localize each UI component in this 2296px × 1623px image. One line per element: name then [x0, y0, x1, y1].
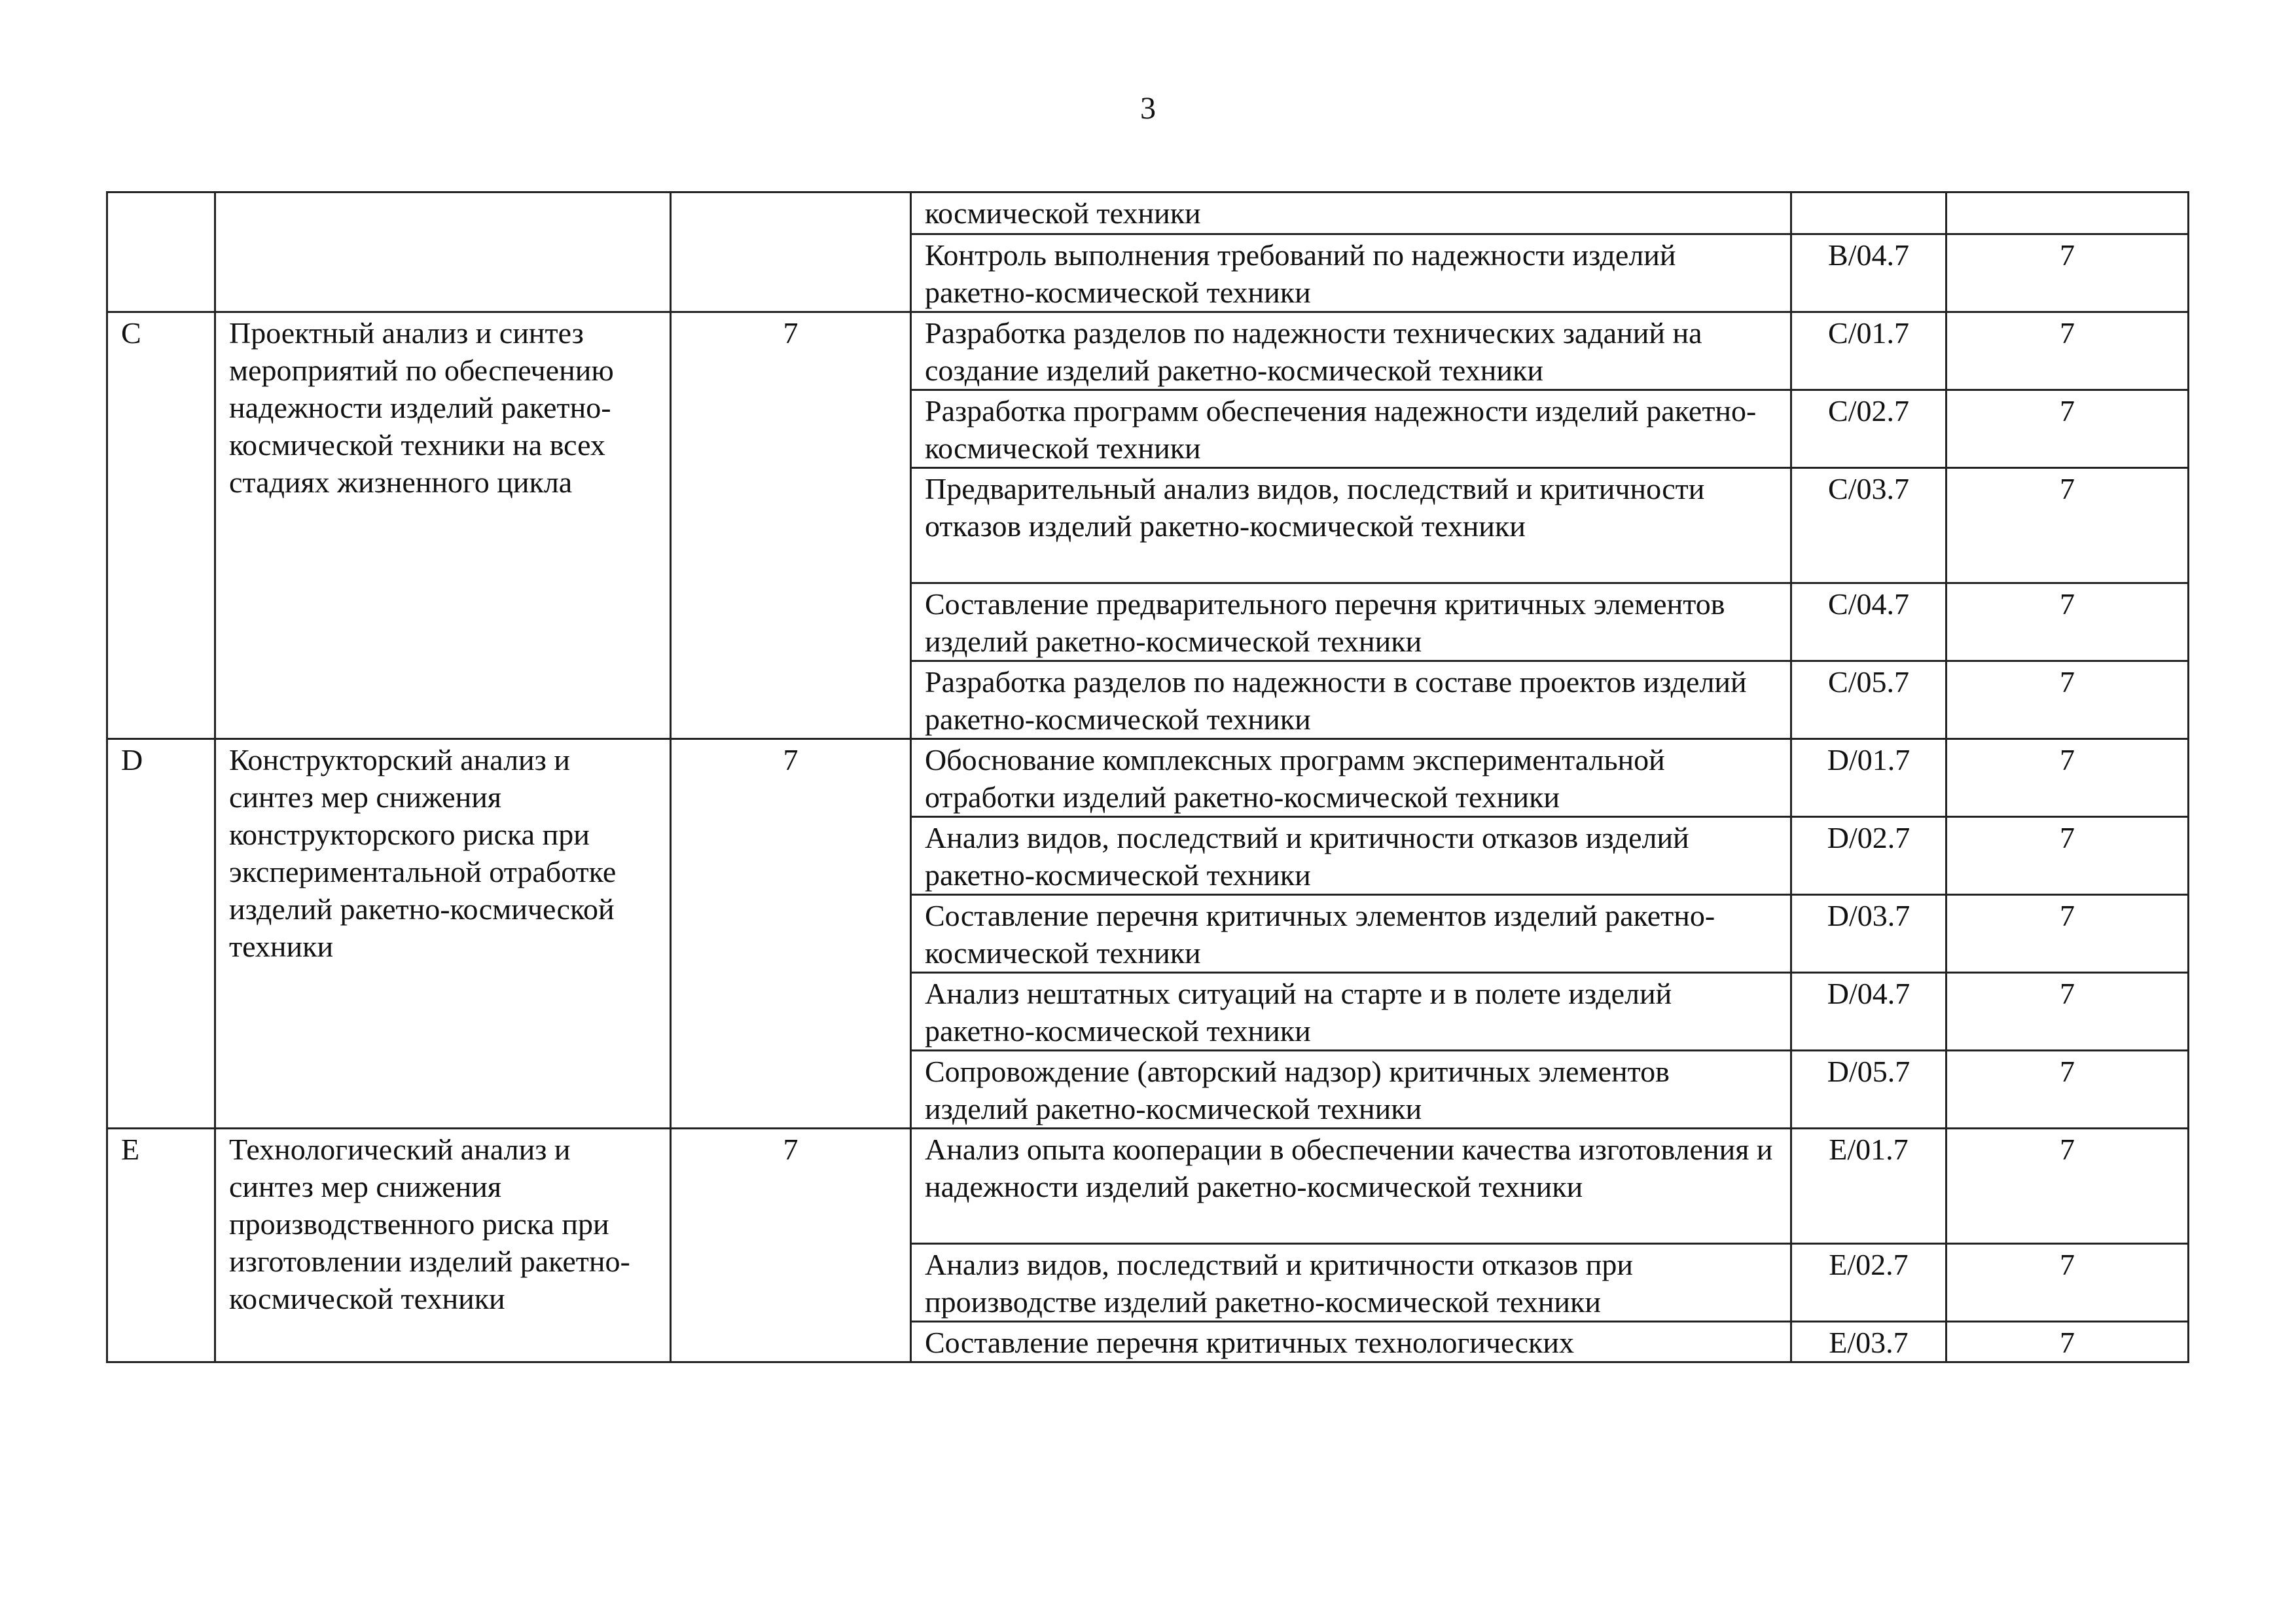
- labor-functions-table: [106, 191, 2189, 1363]
- function-code-cell: C/04.7: [1791, 583, 1946, 661]
- group-name-cell: Конструкторский анализ и синтез мер снижения конструкторского риска при экспериментальной отработке изделий ракетно-космической техники: [215, 739, 671, 1129]
- page-number: 3: [1140, 91, 1156, 126]
- function-name-cell: Составление предварительного перечня критичных элементов изделий ракетно-космической техники: [911, 583, 1791, 661]
- function-level-cell: 7: [1946, 895, 2189, 973]
- function-code-cell: B/04.7: [1791, 234, 1946, 312]
- table-row: [107, 312, 2189, 390]
- function-code-cell: D/04.7: [1791, 973, 1946, 1051]
- function-level-cell: 7: [1946, 1322, 2189, 1362]
- function-level-cell: 7: [1946, 973, 2189, 1051]
- group-level-cell: 7: [671, 739, 911, 1129]
- function-name-cell: Разработка разделов по надежности технических заданий на создание изделий ракетно-космической техники: [911, 312, 1791, 390]
- function-level-cell: 7: [1946, 390, 2189, 468]
- function-code-cell: E/02.7: [1791, 1244, 1946, 1322]
- function-code-cell: [1791, 192, 1946, 234]
- function-name-cell: Анализ видов, последствий и критичности отказов изделий ракетно-космической техники: [911, 817, 1791, 895]
- group-name-cell: Технологический анализ и синтез мер снижения производственного риска при изготовлении изделий ракетно-космической техники: [215, 1129, 671, 1362]
- function-name-cell: Разработка разделов по надежности в составе проектов изделий ракетно-космической техники: [911, 661, 1791, 739]
- function-level-cell: 7: [1946, 1051, 2189, 1129]
- function-name-cell: Разработка программ обеспечения надежности изделий ракетно-космической техники: [911, 390, 1791, 468]
- table-row: [107, 739, 2189, 817]
- function-name-cell: Сопровождение (авторский надзор) критичных элементов изделий ракетно-космической техники: [911, 1051, 1791, 1129]
- function-level-cell: 7: [1946, 1129, 2189, 1244]
- function-level-cell: 7: [1946, 312, 2189, 390]
- function-level-cell: 7: [1946, 234, 2189, 312]
- function-code-cell: C/03.7: [1791, 468, 1946, 583]
- function-level-cell: 7: [1946, 583, 2189, 661]
- function-name-cell: Анализ опыта кооперации в обеспечении качества изготовления и надежности изделий ракетно-космической техники: [911, 1129, 1791, 1244]
- group-code-cell: D: [107, 739, 215, 1129]
- group-level-cell: [671, 192, 911, 312]
- function-code-cell: D/02.7: [1791, 817, 1946, 895]
- function-name-cell: космической техники: [911, 192, 1791, 234]
- function-code-cell: E/03.7: [1791, 1322, 1946, 1362]
- group-level-cell: 7: [671, 1129, 911, 1362]
- function-name-cell: Предварительный анализ видов, последствий и критичности отказов изделий ракетно-космической техники: [911, 468, 1791, 583]
- group-code-cell: [107, 192, 215, 312]
- function-name-cell: Составление перечня критичных технологических: [911, 1322, 1791, 1362]
- function-code-cell: E/01.7: [1791, 1129, 1946, 1244]
- group-code-cell: C: [107, 312, 215, 739]
- group-level-cell: 7: [671, 312, 911, 739]
- function-name-cell: Составление перечня критичных элементов изделий ракетно-космической техники: [911, 895, 1791, 973]
- group-name-cell: Проектный анализ и синтез мероприятий по обеспечению надежности изделий ракетно-космической техники на всех стадиях жизненного цикла: [215, 312, 671, 739]
- function-name-cell: Контроль выполнения требований по надежности изделий ракетно-космической техники: [911, 234, 1791, 312]
- table-body: [107, 192, 2189, 1362]
- group-name-cell: [215, 192, 671, 312]
- function-name-cell: Анализ видов, последствий и критичности отказов при производстве изделий ракетно-космической техники: [911, 1244, 1791, 1322]
- table-row: [107, 1129, 2189, 1244]
- group-code-cell: E: [107, 1129, 215, 1362]
- function-code-cell: C/02.7: [1791, 390, 1946, 468]
- function-code-cell: D/03.7: [1791, 895, 1946, 973]
- function-code-cell: D/01.7: [1791, 739, 1946, 817]
- function-level-cell: 7: [1946, 468, 2189, 583]
- function-level-cell: [1946, 192, 2189, 234]
- function-level-cell: 7: [1946, 661, 2189, 739]
- function-level-cell: 7: [1946, 817, 2189, 895]
- function-level-cell: 7: [1946, 739, 2189, 817]
- function-code-cell: D/05.7: [1791, 1051, 1946, 1129]
- function-code-cell: C/05.7: [1791, 661, 1946, 739]
- function-level-cell: 7: [1946, 1244, 2189, 1322]
- table-row: [107, 192, 2189, 234]
- function-name-cell: Анализ нештатных ситуаций на старте и в полете изделий ракетно-космической техники: [911, 973, 1791, 1051]
- function-code-cell: C/01.7: [1791, 312, 1946, 390]
- function-name-cell: Обоснование комплексных программ экспериментальной отработки изделий ракетно-космической техники: [911, 739, 1791, 817]
